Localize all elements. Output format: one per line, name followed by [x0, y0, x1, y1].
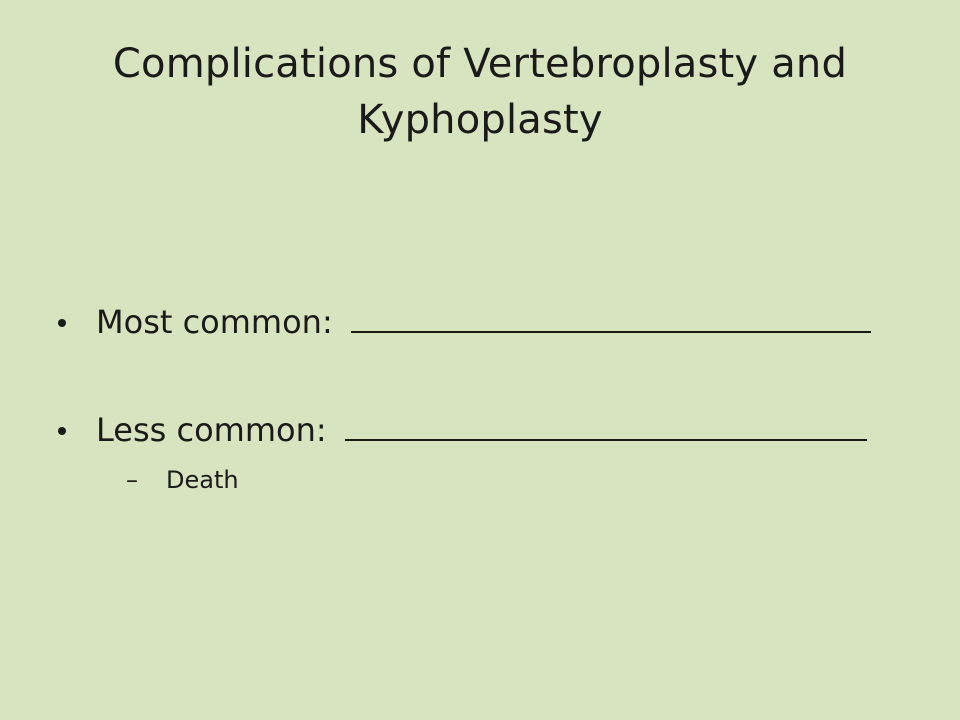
sub-bullet-list: [96, 464, 918, 496]
slide-title: [80, 36, 880, 148]
bullet-dot-icon: [58, 319, 66, 327]
sub-bullet-label: Death: [166, 466, 239, 494]
title-line-2: Kyphoplasty: [357, 97, 603, 143]
title-line-1: Complications of Vertebroplasty and: [112, 41, 848, 87]
bullet-label: Most common:: [96, 303, 333, 341]
fill-in-blank: [351, 303, 871, 333]
bullet-label: Less common:: [96, 411, 327, 449]
bullet-less-common: [58, 408, 918, 496]
bullet-dot-icon: [58, 427, 66, 435]
bullet-list: [58, 300, 918, 496]
fill-in-blank: [345, 411, 867, 441]
bullet-most-common: [58, 300, 918, 344]
dash-icon: –: [126, 466, 138, 494]
sub-bullet-death: [126, 464, 918, 496]
